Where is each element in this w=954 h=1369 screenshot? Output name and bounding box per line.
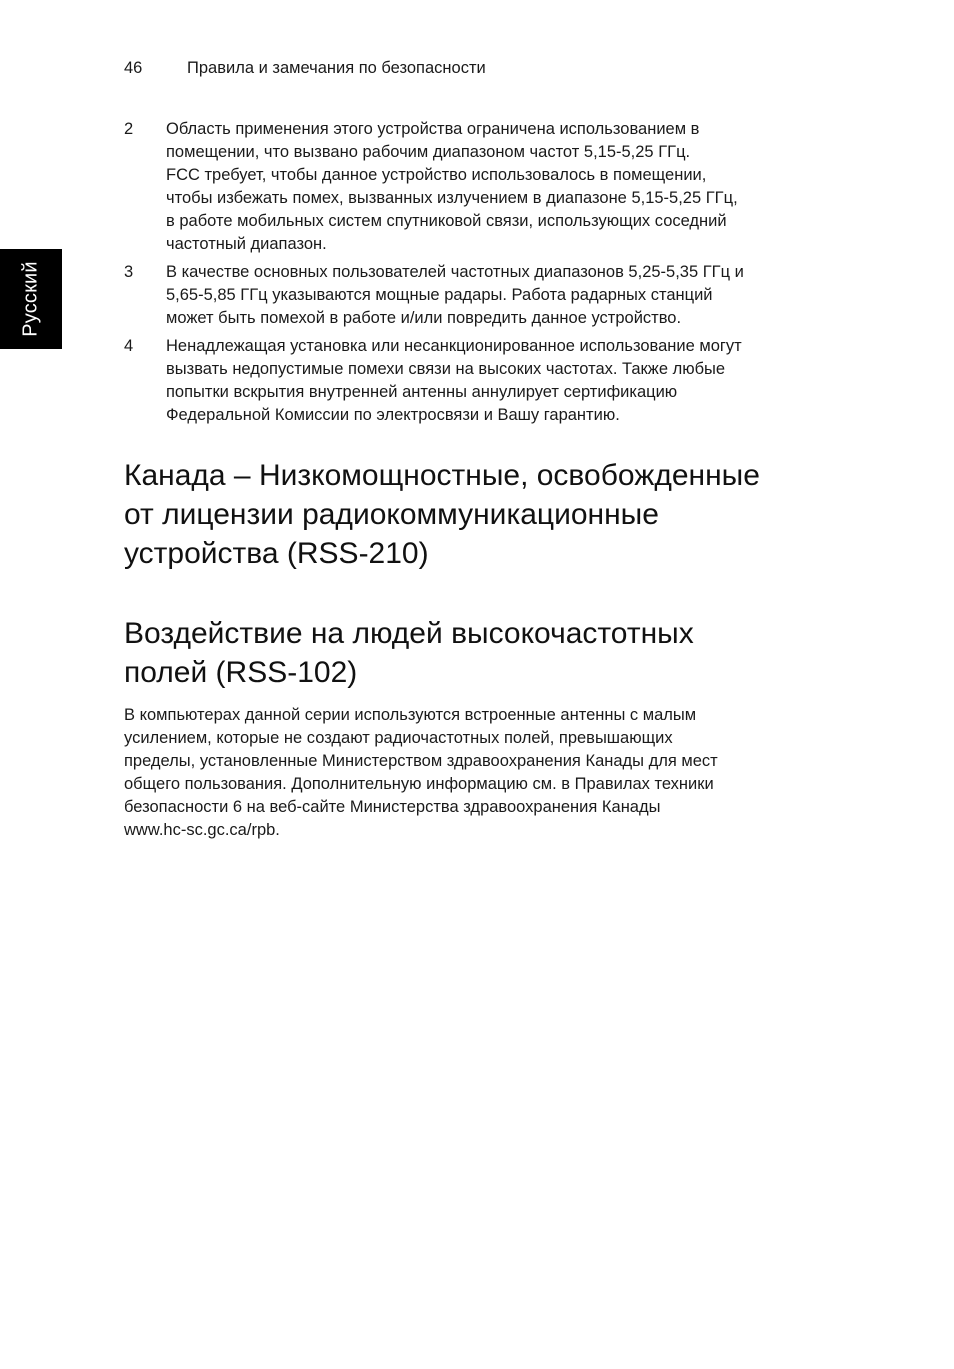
language-tab-label: Русский <box>19 261 42 337</box>
page-number: 46 <box>124 59 143 77</box>
note-item <box>124 118 824 256</box>
language-tab <box>0 249 62 349</box>
rf-exposure-paragraph: В компьютерах данной серии используются встроенные антенны с малым усилением, которые не создают радиочастотных полей, превышающих пределы, установленные Министерством здравоохранения Канады для мест общего пользования. Дополнительную информацию см. в Правилах техники безопасности 6 на веб-сайте Министерства здравоохранения Канады www.hc-sc.gc.ca/rpb. <box>124 706 718 839</box>
running-header-title: Правила и замечания по безопасности <box>187 59 486 77</box>
page-header <box>124 57 486 79</box>
note-item <box>124 335 824 427</box>
section-heading-canada: Канада – Низкомощностные, освобожденные от лицензии радиокоммуникационные устройства (RSS-210) <box>124 459 760 570</box>
note-text: Область применения этого устройства ограничена использованием в помещении, что вызвано рабочим диапазоном частот 5,15-5,25 ГГц. FCC требует, чтобы данное устройство использовалось в помещении, чтобы избежать помех, вызванных излучением в диапазоне 5,15-5,25 ГГц, в работе мобильных систем спутниковой связи, использующих соседний частотный диапазон. <box>166 120 738 253</box>
note-text: В качестве основных пользователей частотных диапазонов 5,25-5,35 ГГц и 5,65-5,85 ГГц указываются мощные радары. Работа радарных станций может быть помехой в работе и/или повредить данное устройство. <box>166 263 744 327</box>
section-heading-rf-exposure: Воздействие на людей высокочастотных полей (RSS-102) <box>124 617 694 689</box>
note-text: Ненадлежащая установка или несанкционированное использование могут вызвать недопустимые помехи связи на высоких частотах. Также любые попытки вскрытия внутренней антенны аннулирует сертификацию Федеральной Комиссии по электросвязи и Вашу гарантию. <box>166 337 742 424</box>
note-number: 4 <box>124 337 134 355</box>
note-item <box>124 261 824 330</box>
note-number: 3 <box>124 263 134 281</box>
note-number: 2 <box>124 120 134 138</box>
notes-list <box>124 118 824 432</box>
